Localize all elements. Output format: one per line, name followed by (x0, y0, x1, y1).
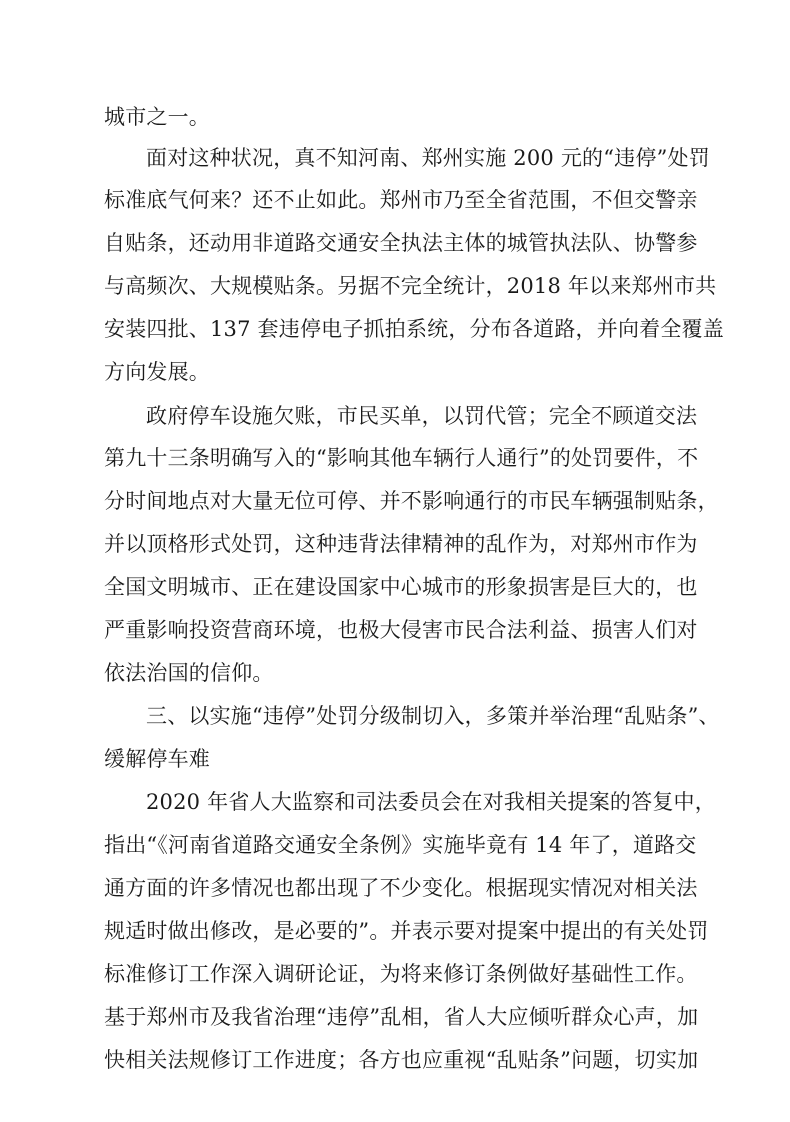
section-heading: 三、以实施“违停”处罚分级制切入，多策并举治理“乱贴条”、 (146, 704, 720, 728)
text-line: 全国文明城市、正在建设国家中心城市的形象损害是巨大的，也 (104, 575, 698, 599)
paragraph-first-line: 政府停车设施欠账，市民买单，以罚代管；完全不顾道交法 (146, 404, 698, 428)
text-line: 城市之一。 (104, 105, 210, 129)
paragraph-first-line: 2020 年省人大监察和司法委员会在对我相关提案的答复中， (146, 790, 716, 814)
text-line: 基于郑州市及我省治理“违停”乱相，省人大应倾听群众心声，加 (104, 1005, 699, 1029)
text-line: 通方面的许多情况也都出现了不少变化。根据现实情况对相关法 (104, 876, 698, 900)
text-line: 安装四批、137 套违停电子抓拍系统，分布各道路，并向着全覆盖 (104, 317, 724, 341)
text-line: 指出“《河南省道路交通安全条例》实施毕竟有 14 年了，道路交 (104, 833, 697, 857)
text-line: 快相关法规修订工作进度；各方也应重视“乱贴条”问题，切实加 (104, 1048, 699, 1072)
text-line: 严重影响投资营商环境，也极大侵害市民合法利益、损害人们对 (104, 618, 698, 642)
text-line: 规适时做出修改，是必要的”。并表示要对提案中提出的有关处罚 (104, 919, 709, 943)
text-line: 分时间地点对大量无位可停、并不影响通行的市民车辆强制贴条， (104, 489, 719, 513)
text-line: 标准修订工作深入调研论证，为将来修订条例做好基础性工作。 (104, 962, 698, 986)
text-line: 依法治国的信仰。 (104, 661, 274, 685)
paragraph-first-line: 面对这种状况，真不知河南、郑州实施 200 元的“违停”处罚 (146, 146, 710, 170)
text-line: 与高频次、大规模贴条。另据不完全统计，2018 年以来郑州市共 (104, 274, 717, 298)
text-line: 自贴条，还动用非道路交通安全执法主体的城管执法队、协警参 (104, 231, 698, 255)
text-line: 第九十三条明确写入的“影响其他车辆行人通行”的处罚要件，不 (104, 446, 699, 470)
section-heading-continued: 缓解停车难 (104, 747, 210, 771)
text-line: 方向发展。 (104, 360, 210, 384)
text-line: 并以顶格形式处罚，这种违背法律精神的乱作为，对郑州市作为 (104, 532, 698, 556)
text-line: 标准底气何来？还不止如此。郑州市乃至全省范围，不但交警亲 (104, 188, 698, 212)
